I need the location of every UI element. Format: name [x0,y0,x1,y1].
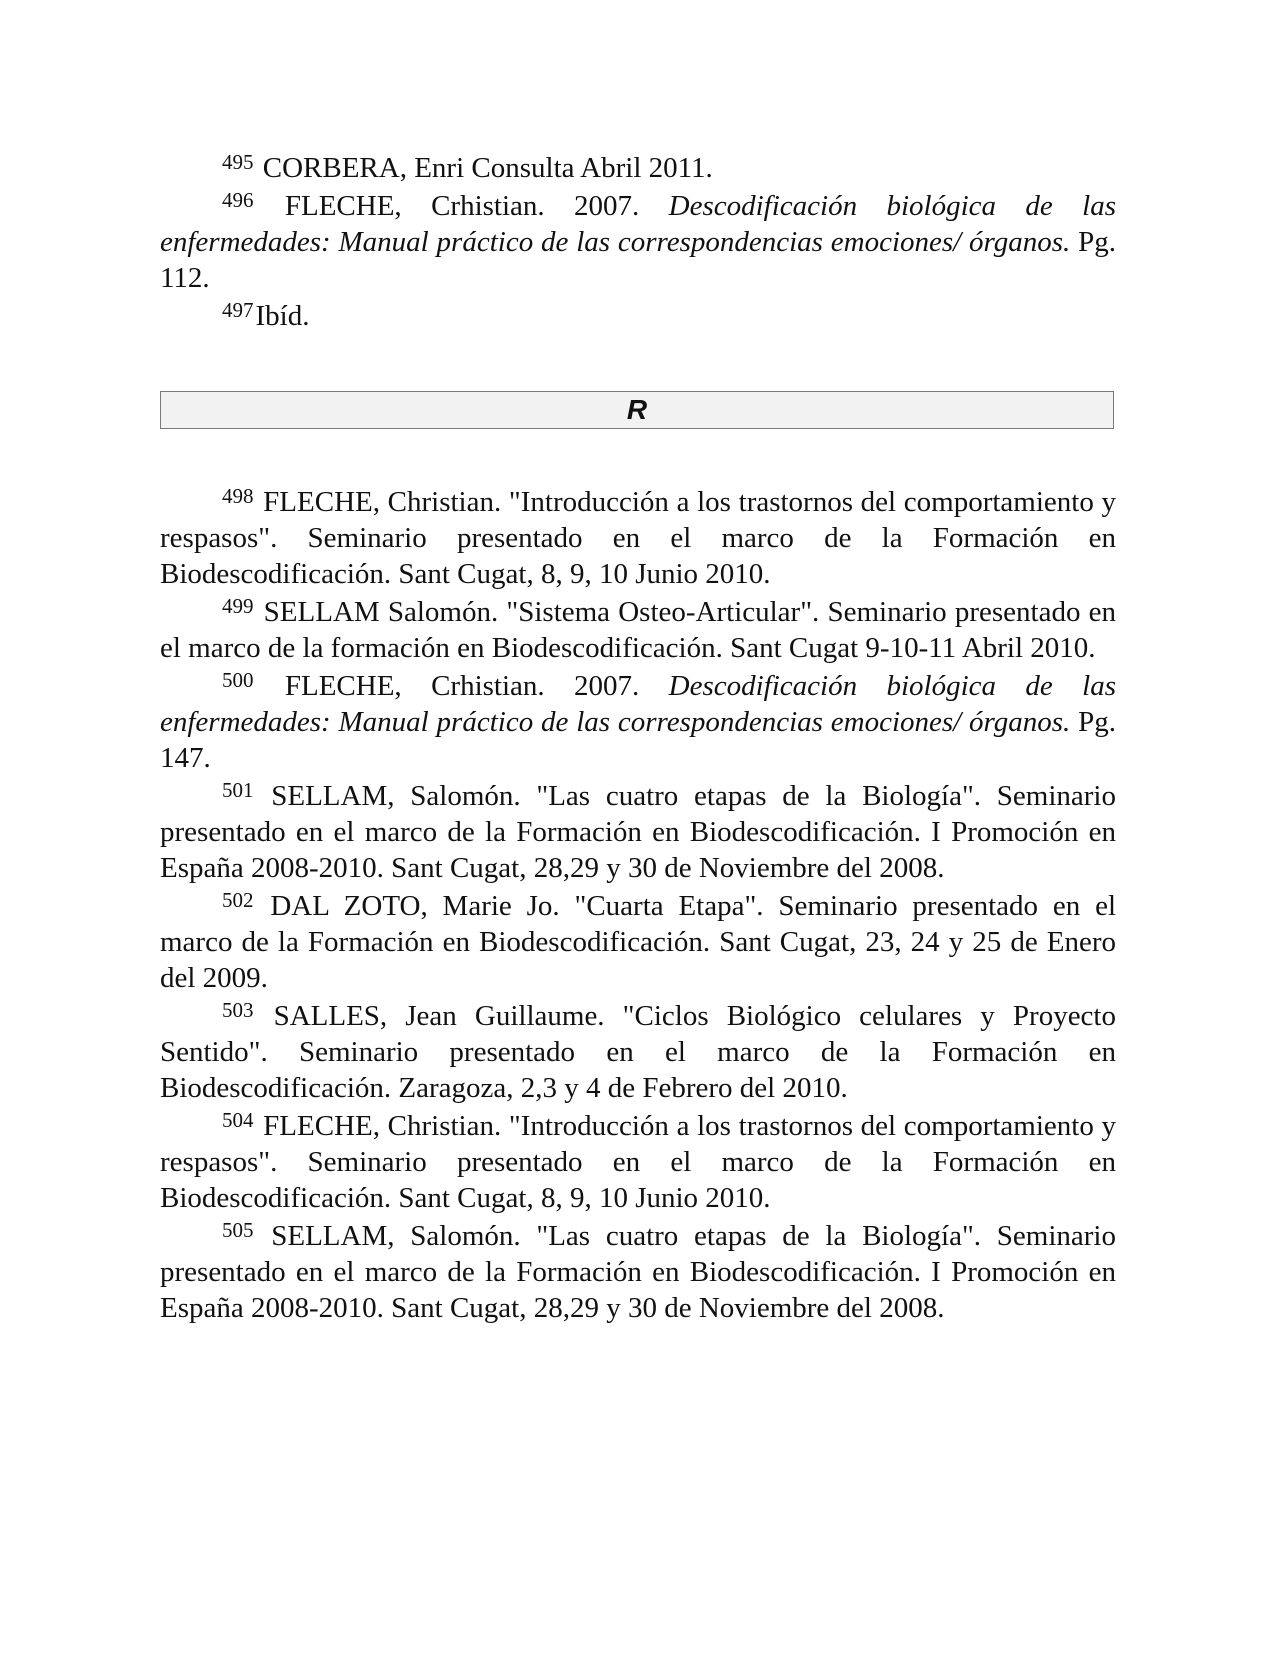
footnote-page-ref: Pg. 112. [160,226,1116,294]
footnote-text: SELLAM, Salomón. "Las cuatro etapas de la Biología". Seminario presentado en el marco de la Formación en Biodescodificación. I Promoción en España 2008-2010. Sant Cugat, 28,29 y 30 de Noviembre del 2008. [160,1220,1116,1324]
footnote-number: 500 [222,668,254,692]
footnote-page-ref: Pg. 147. [160,706,1116,774]
footnote-502 [160,888,1116,996]
footnote-text: SELLAM, Salomón. "Las cuatro etapas de la Biología". Seminario presentado en el marco de la Formación en Biodescodificación. I Promoción en España 2008-2010. Sant Cugat, 28,29 y 30 de Noviembre del 2008. [160,780,1116,884]
footnote-501 [160,778,1116,886]
footnote-504 [160,1108,1116,1216]
footnote-496 [160,188,1116,296]
footnote-number: 498 [222,484,254,508]
footnote-number: 502 [222,888,254,912]
footnote-text: SELLAM Salomón. "Sistema Osteo-Articular". Seminario presentado en el marco de la formación en Biodescodificación. Sant Cugat 9-10-11 Abril 2010. [160,596,1116,664]
footnote-text: Ibíd. [255,300,310,332]
footnote-text: FLECHE, Christian. "Introducción a los trastornos del comportamiento y respasos". Seminario presentado en el marco de la Formación en Biodescodificación. Sant Cugat, 8, 9, 10 Junio 2010. [160,486,1116,590]
footnote-498 [160,484,1116,592]
footnote-number: 497 [222,298,254,322]
footnotes-group-q [160,150,1116,336]
footnote-text: FLECHE, Crhistian. 2007. [255,190,669,222]
footnote-text: CORBERA, Enri Consulta Abril 2011. [255,152,713,184]
section-letter: R [626,394,648,425]
book-title: Descodificación biológica de las enfermedades: Manual práctico de las correspondencias emociones/ órganos. [160,190,1116,258]
footnote-text: FLECHE, Crhistian. 2007. [255,670,669,702]
footnote-495 [160,150,1116,186]
footnote-number: 503 [222,998,254,1022]
section-header-box [160,391,1114,429]
footnote-500 [160,668,1116,776]
footnote-505 [160,1218,1116,1326]
footnote-499 [160,594,1116,666]
footnote-number: 499 [222,594,254,618]
footnotes-group-r [160,484,1116,1328]
footnote-number: 505 [222,1218,254,1242]
footnote-497 [160,298,1116,334]
footnote-text: SALLES, Jean Guillaume. "Ciclos Biológico celulares y Proyecto Sentido". Seminario presentado en el marco de la Formación en Biodescodificación. Zaragoza, 2,3 y 4 de Febrero del 2010. [160,1000,1116,1104]
footnote-text: DAL ZOTO, Marie Jo. "Cuarta Etapa". Seminario presentado en el marco de la Formación en Biodescodificación. Sant Cugat, 23, 24 y 25 de Enero del 2009. [160,890,1116,994]
footnote-text: FLECHE, Christian. "Introducción a los trastornos del comportamiento y respasos". Seminario presentado en el marco de la Formación en Biodescodificación. Sant Cugat, 8, 9, 10 Junio 2010. [160,1110,1116,1214]
footnote-503 [160,998,1116,1106]
footnote-number: 495 [222,150,254,174]
footnote-number: 496 [222,188,254,212]
footnote-number: 501 [222,778,254,802]
footnote-number: 504 [222,1108,254,1132]
book-title: Descodificación biológica de las enfermedades: Manual práctico de las correspondencias emociones/ órganos. [160,670,1116,738]
